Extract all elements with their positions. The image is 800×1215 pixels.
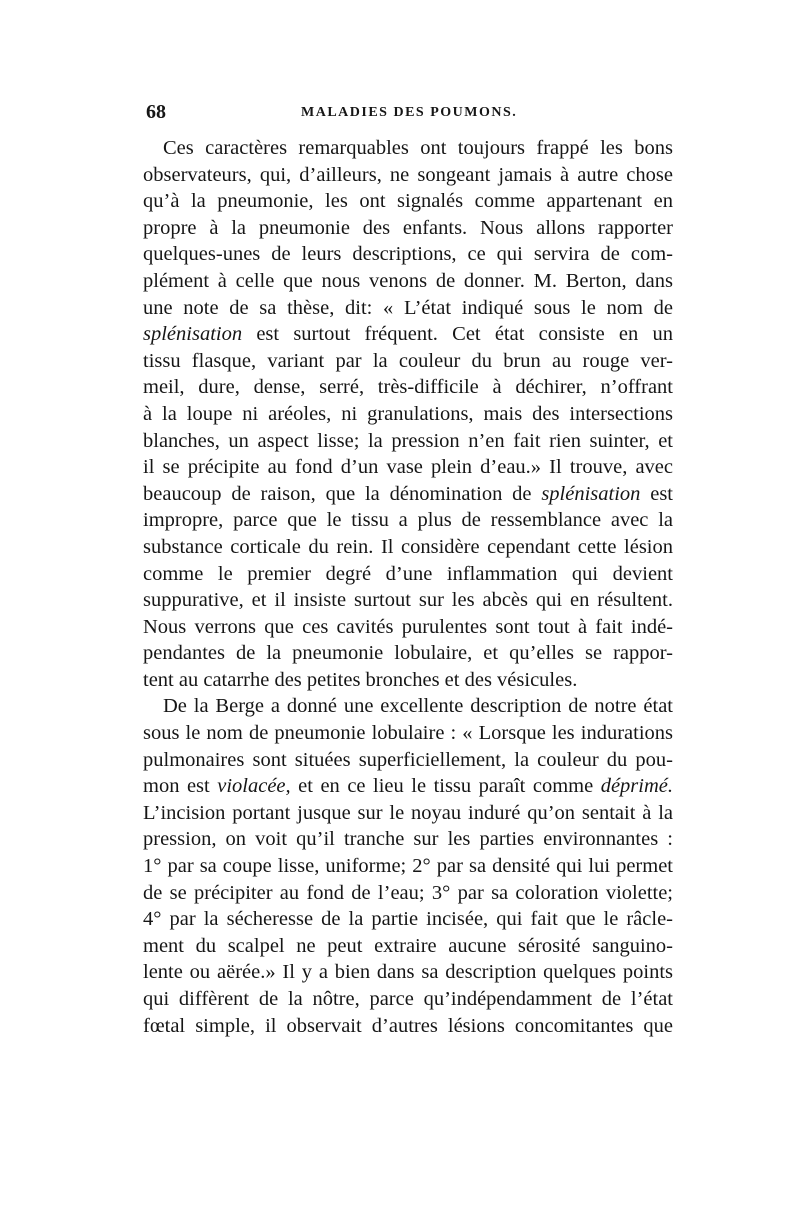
italic-term: déprimé. [600,775,673,798]
page-number: 68 [146,101,166,123]
text-segment: substance corticale du rein. Il considère cependant cette lésion [143,535,673,558]
text-line [143,667,673,694]
text-segment: sous le nom de pneumonie lobulaire : « Lorsque les indurations [143,722,673,745]
body-text [143,135,673,1039]
text-line [143,321,673,348]
text-segment: 4° par la sécheresse de la partie incisée, qui fait que le râcle- [143,908,673,931]
italic-term: splénisation [541,482,641,505]
text-line [143,507,673,534]
text-line [143,747,673,774]
text-line [143,1013,673,1040]
text-segment: plément à celle que nous venons de donner. M. Berton, dans [143,269,673,292]
text-segment: 1° par sa coupe lisse, uniforme; 2° par sa densité qui lui permet [143,855,673,878]
text-line [143,959,673,986]
text-segment: et en ce lieu le tissu paraît comme [290,775,601,798]
text-segment: Ces caractères remarquables ont toujours frappé les bons [163,137,673,159]
text-segment: De la Berge a donné une excellente description de notre état [163,695,673,718]
text-segment: pendantes de la pneumonie lobulaire, et qu’elles se rappor- [143,642,673,665]
text-line [143,534,673,561]
text-line [143,826,673,853]
text-line [143,401,673,428]
text-line [143,773,673,800]
text-segment: il se précipite au fond d’un vase plein d’eau.» Il trouve, avec [143,456,673,479]
text-line [143,454,673,481]
text-line [143,374,673,401]
text-segment: mon est [143,775,218,798]
text-segment: qu’à la pneumonie, les ont signalés comme appartenant en [143,190,673,213]
text-segment: pulmonaires sont situées superficiellement, la couleur du pou- [143,748,673,771]
text-segment: beaucoup de raison, que la dénomination de [143,482,542,505]
text-line [143,135,673,162]
italic-term: splénisation [143,323,243,346]
text-segment: meil, dure, dense, serré, très-difficile à déchirer, n’offrant [143,376,673,399]
text-segment: comme le premier degré d’une inflammation qui devient [143,562,673,585]
text-line [143,933,673,960]
text-line [143,693,673,720]
text-line [143,986,673,1013]
text-line [143,215,673,242]
text-segment: blanches, un aspect lisse; la pression n’en fait rien suinter, et [143,429,673,452]
text-segment: tent au catarrhe des petites bronches et des vésicules. [143,668,578,691]
text-line [143,162,673,189]
text-line [143,481,673,508]
text-segment: impropre, parce que le tissu a plus de ressemblance avec la [143,509,673,532]
text-line [143,720,673,747]
text-segment: est surtout fréquent. Cet état consiste en un [242,323,673,346]
text-segment: tissu flasque, variant par la couleur du brun au rouge ver- [143,349,673,372]
text-line [143,348,673,375]
text-segment: à la loupe ni aréoles, ni granulations, mais des intersections [143,402,673,425]
text-line [143,906,673,933]
text-segment: est [640,482,673,505]
text-line [143,188,673,215]
text-line [143,880,673,907]
text-segment: observateurs, qui, d’ailleurs, ne songeant jamais à autre chose [143,163,673,186]
text-line [143,640,673,667]
text-segment: qui diffèrent de la nôtre, parce qu’indépendamment de l’état [143,988,673,1010]
text-line [143,268,673,295]
text-line [143,561,673,588]
text-line [143,614,673,641]
text-segment: une note de sa thèse, dit: « L’état indiqué sous le nom de [143,296,673,319]
text-segment: lente ou aërée.» Il y a bien dans sa description quelques points [143,961,673,984]
text-line [143,853,673,880]
text-segment: Nous verrons que ces cavités purulentes sont tout à fait indé- [143,615,673,638]
page-header [146,101,676,127]
text-line [143,800,673,827]
text-segment: ment du scalpel ne peut extraire aucune sérosité sanguino- [143,934,673,957]
text-segment: fœtal simple, il observait d’autres lésions concomitantes que [143,1014,673,1037]
italic-term: violacée, [217,775,291,798]
text-segment: suppurative, et il insiste surtout sur les abcès qui en résultent. [143,589,673,612]
text-line [143,428,673,455]
text-line [143,241,673,268]
running-head: MALADIES DES POUMONS. [301,105,518,120]
text-segment: quelques-unes de leurs descriptions, ce qui servira de com- [143,243,673,266]
text-segment: pression, on voit qu’il tranche sur les parties environnantes : [143,828,673,851]
text-line [143,587,673,614]
text-line [143,295,673,322]
text-segment: propre à la pneumonie des enfants. Nous allons rapporter [143,216,673,239]
text-segment: L’incision portant jusque sur le noyau induré qu’on sentait à la [143,801,673,824]
text-segment: de se précipiter au fond de l’eau; 3° par sa coloration violette; [143,881,673,904]
